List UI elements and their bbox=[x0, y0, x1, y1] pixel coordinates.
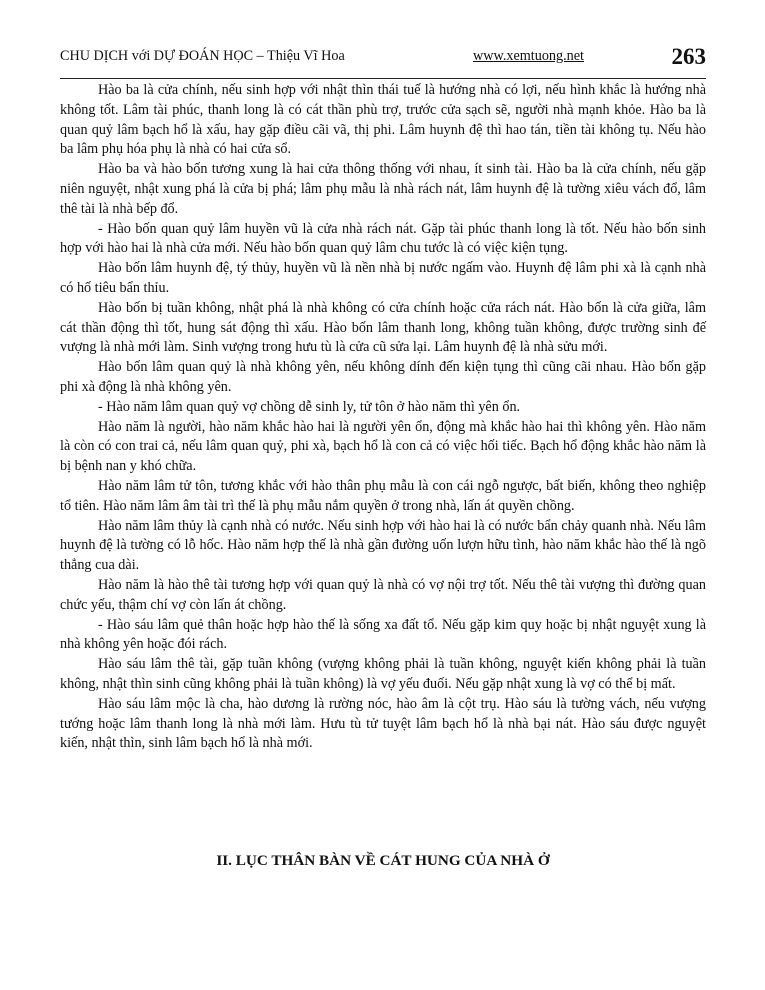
paragraph: Hào năm lâm thủy là cạnh nhà có nước. Nếu sinh hợp với hào hai là có nước bẩn chảy quanh nhà. Nếu lâm huynh đệ là tường có lỗ hốc. Hào năm hợp thế là nhà gần đường uốn lượn hữu tình, hào năm khắc hào thế là ngõ thẳng cua dài. bbox=[60, 517, 706, 574]
paragraph: Hào ba và hào bốn tương xung là hai cửa thông thống với nhau, ít sinh tài. Hào ba là cửa chính, nếu gặp niên nguyệt, nhật xung phá là cửa bị phá; lâm phụ mẫu là nhà rách nát, lâm huynh đệ là tường xiêu vách đổ, lâm thê tài là nhà bếp đổ. bbox=[60, 161, 706, 217]
paragraph: Hào sáu lâm mộc là cha, hào dương là rường nóc, hào âm là cột trụ. Hào sáu là tường vách, nếu vượng tướng hoặc lâm thanh long là nhà mới làm. Hưu tù tử tuyệt lâm bạch hổ là nhà bại nát. Hào sáu được nguyệt kiến, nhật thìn, sinh lâm bạch hổ là nhà mới. bbox=[60, 695, 706, 752]
section-heading: II. LỤC THÂN BÀN VỀ CÁT HUNG CỦA NHÀ Ở bbox=[216, 852, 550, 869]
paragraph: Hào ba là cửa chính, nếu sinh hợp với nhật thìn thái tuế là hướng nhà có lợi, nếu hình khắc là hướng nhà không tốt. Lâm tài phúc, thanh long là có cát thần phù trợ, trước cửa sạch sẽ, người nhà mạnh khỏe. Hào ba là quan quỷ lâm bạch hổ là xấu, hay gặp điều cãi vã, thị phi. Lâm huynh đệ thì hao tán, tiền tài không tụ. Nếu hào ba lâm phụ hóa phụ là nhà có hai cửa sổ. bbox=[60, 82, 706, 158]
paragraph: Hào năm lâm tử tôn, tương khắc với hào thân phụ mẫu là con cái ngỗ ngược, bất biến, không theo nghiệp tổ tiên. Hào năm lâm âm tài trì thế là phụ mẫu nắm quyền ở trong nhà, lấn át quyền chồng. bbox=[60, 477, 706, 514]
paragraph: Hào năm là hào thê tài tương hợp với quan quỷ là nhà có vợ nội trợ tốt. Nếu thê tài vượng thì đường quan chức yếu, thậm chí vợ còn lấn át chồng. bbox=[60, 576, 706, 613]
body-text bbox=[60, 81, 706, 754]
header-divider bbox=[60, 78, 706, 79]
paragraph: - Hào bốn quan quỷ lâm huyền vũ là cửa nhà rách nát. Gặp tài phúc thanh long là tốt. Nếu hào bốn sinh hợp với hào hai là nhà cửa mới. Nếu hào bốn quan quỷ lâm chu tước là có việc kiện tụng. bbox=[60, 220, 706, 257]
paragraph: Hào bốn bị tuần không, nhật phá là nhà không có cửa chính hoặc cửa rách nát. Hào bốn là cửa giữa, lâm cát thần động thì tốt, hung sát động thì xấu. Hào bốn lâm thanh long, không tuần không, được trường sinh đế vượng là nhà mới làm. Sinh vượng trong hưu tù là cửa cũ sửa lại. Lâm huynh đệ là nhà sửu mới. bbox=[60, 299, 706, 356]
website-link[interactable]: www.xemtuong.net bbox=[473, 48, 584, 64]
paragraph: - Hào năm lâm quan quỷ vợ chồng dễ sinh ly, tử tôn ở hào năm thì yên ổn. bbox=[98, 398, 521, 415]
page-number: 263 bbox=[671, 44, 706, 69]
page-header bbox=[60, 46, 706, 82]
paragraph: Hào bốn lâm huynh đệ, tý thủy, huyền vũ là nền nhà bị nước ngấm vào. Huynh đệ lâm phi xà là cạnh nhà có hố tiêu bẩn thỉu. bbox=[60, 260, 706, 296]
paragraph: Hào bốn lâm quan quỷ là nhà không yên, nếu không dính đến kiện tụng thì cũng cãi nhau. Hào bốn gặp phi xà động là nhà không yên. bbox=[60, 359, 706, 395]
paragraph: Hào năm là người, hào năm khắc hào hai là người yên ổn, động mà khắc hào hai thì không yên. Hào năm là còn có con trai cả, nếu lâm quan quỷ, phi xà, bạch hổ là con cả có việc hối tiếc. Bạch hổ động khắc hào năm là bị bệnh nan y khó chữa. bbox=[60, 418, 706, 475]
paragraph: - Hào sáu lâm quẻ thân hoặc hợp hào thế là sống xa đất tổ. Nếu gặp kim quy hoặc bị nhật nguyệt xung là nhà không yên hoặc đói rách. bbox=[60, 616, 706, 653]
book-title: CHU DỊCH với DỰ ĐOÁN HỌC – Thiệu Vĩ Hoa bbox=[60, 48, 345, 64]
paragraph: Hào sáu lâm thê tài, gặp tuần không (vượng không phải là tuần không, nguyệt kiến không phải là tuần không, nhật thìn sinh cũng không phải là tuần không) là vợ yếu đuối. Nếu gặp nhật xung là vợ có thể bị mất. bbox=[60, 656, 706, 692]
